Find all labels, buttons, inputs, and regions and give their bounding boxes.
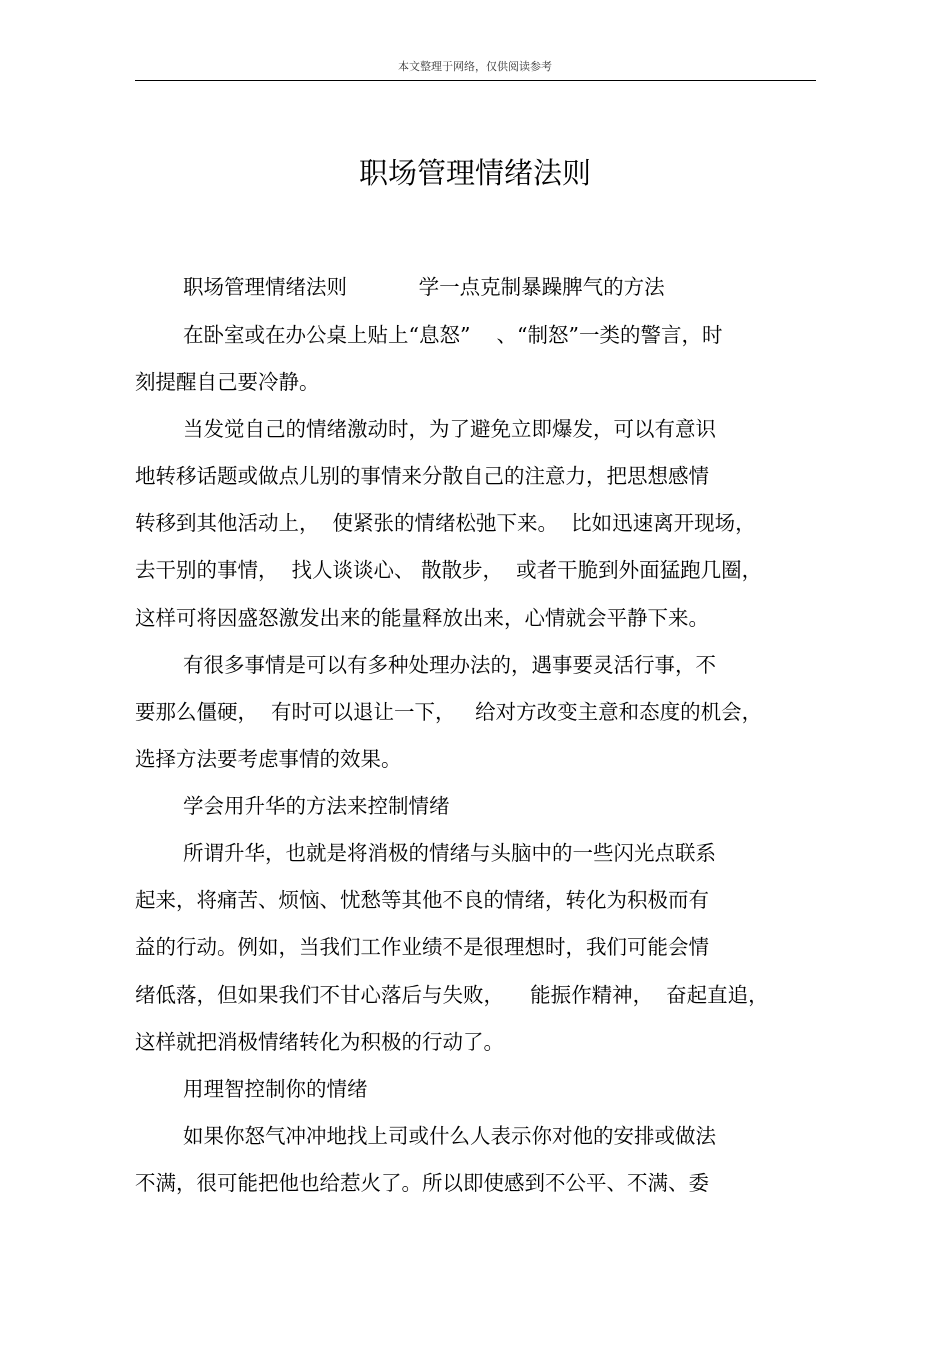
paragraph-line: 有很多事情是可以有多种处理办法的，遇事要灵活行事，不: [183, 653, 716, 677]
paragraph-line: 刻提醒自己要冷静。: [135, 370, 320, 394]
paragraph-line: 当发觉自己的情绪激动时，为了避免立即爆发，可以有意识: [183, 417, 716, 441]
paragraph-line: 不满，很可能把他也给惹火了。所以即使感到不公平、不满、委: [135, 1171, 709, 1195]
header-divider: [135, 80, 816, 81]
paragraph-line: 绪低落，但如果我们不甘心落后与失败， 能振作精神， 奋起直追，: [135, 983, 769, 1007]
document-title: 职场管理情绪法则: [358, 156, 591, 190]
paragraph-line: 这样就把消极情绪转化为积极的行动了。: [135, 1030, 504, 1054]
header-note: 本文整理于网络，仅供阅读参考: [398, 60, 552, 73]
paragraph-line: 在卧室或在办公桌上贴上“息怒” 、“制怒”一类的警言，时: [183, 323, 723, 347]
paragraph-line: 转移到其他活动上， 使紧张的情绪松弛下来。 比如迅速离开现场，: [135, 511, 756, 535]
paragraph-line: 职场管理情绪法则 学一点克制暴躁脾气的方法: [183, 275, 665, 299]
paragraph-line: 地转移话题或做点儿别的事情来分散自己的注意力，把思想感情: [135, 464, 709, 488]
paragraph-line: 起来，将痛苦、烦恼、忧愁等其他不良的情绪，转化为积极而有: [135, 888, 709, 912]
paragraph-line: 如果你怒气冲冲地找上司或什么人表示你对他的安排或做法: [183, 1124, 716, 1148]
paragraph-line: 选择方法要考虑事情的效果。: [135, 747, 402, 771]
paragraph-line: 要那么僵硬， 有时可以退让一下， 给对方改变主意和态度的机会，: [135, 700, 763, 724]
paragraph-line: 益的行动。例如，当我们工作业绩不是很理想时，我们可能会情: [135, 935, 709, 959]
section-heading: 学会用升华的方法来控制情绪: [183, 794, 450, 818]
paragraph-line: 所谓升华，也就是将消极的情绪与头脑中的一些闪光点联系: [183, 841, 716, 865]
paragraph-line: 去干别的事情， 找人谈谈心、 散散步， 或者干脆到外面猛跑几圈，: [135, 558, 763, 582]
paragraph-line: 这样可将因盛怒激发出来的能量释放出来，心情就会平静下来。: [135, 606, 709, 630]
section-heading: 用理智控制你的情绪: [183, 1077, 368, 1101]
